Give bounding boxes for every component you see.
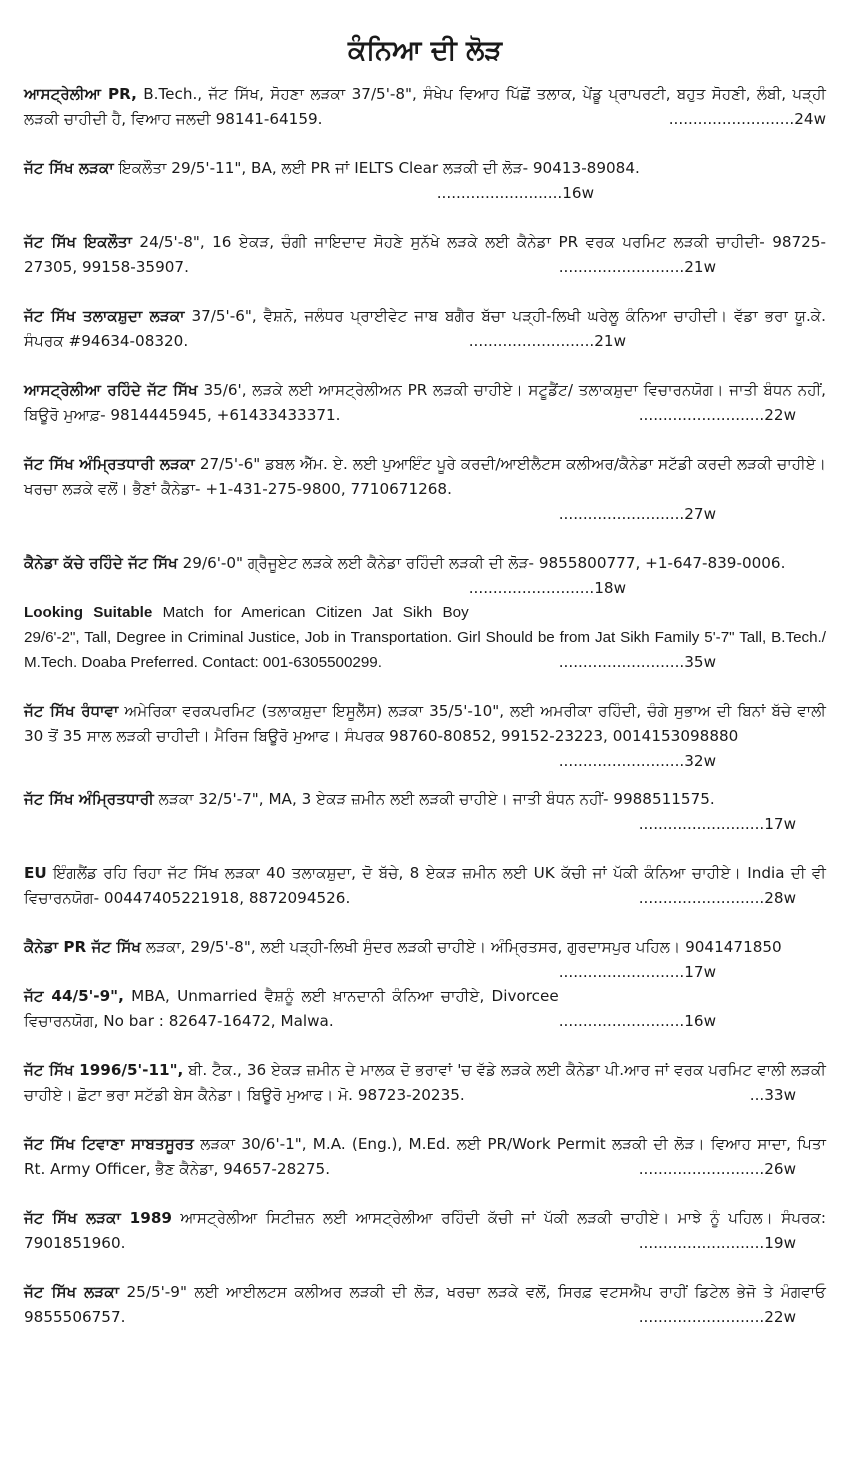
ad-code: ..........................28w	[638, 889, 796, 907]
ad-text: ਆਸਟ੍ਰੇਲੀਆ ਸਿਟੀਜ਼ਨ ਲਈ ਆਸਟ੍ਰੇਲੀਆ ਰਹਿੰਦੀ ਕੱਚੀ ਜਾਂ ਪੱਕੀ ਲੜਕੀ ਚਾਹੀਏ। ਮਾਝੇ ਨੂੰ ਪਹਿਲ। ਸੰਪਰਕ: 7901851960.	[24, 1209, 827, 1252]
ad-item	[24, 699, 826, 770]
ad-lead: ਕੈਨੇਡਾ PR ਜੱਟ ਸਿੱਖ	[24, 938, 142, 956]
ad-code: ...33w	[749, 1086, 796, 1104]
ad-item	[24, 787, 826, 837]
ad-item	[24, 82, 826, 132]
ad-text: ਲੜਕਾ 30/6'-1", M.A. (Eng.), M.Ed. ਲਈ PR/Work Permit ਲੜਕੀ ਦੀ ਲੋੜ। ਵਿਆਹ ਸਾਦਾ, ਪਿਤਾ Rt. Army Officer, ਭੈਣ ਕੈਨੇਡਾ, 94657-28275.	[24, 1135, 826, 1178]
ad-item	[24, 230, 826, 280]
ad-item	[24, 156, 826, 206]
ad-code: ..........................17w	[638, 815, 796, 833]
ad-text: 24/5'-8", 16 ਏਕੜ, ਚੰਗੀ ਜਾਇਦਾਦ ਸੋਹਣੇ ਸੁਨੱਖੇ ਲੜਕੇ ਲਈ ਕੈਨੇਡਾ PR ਵਰਕ ਪਰਮਿਟ ਲੜਕੀ ਚਾਹੀਦੀ- 98725-27305, 99158-35907.	[24, 233, 826, 276]
ad-item	[24, 984, 826, 1034]
ad-lead: ਜੱਟ ਸਿੱਖ ਅੰਮ੍ਰਿਤਧਾਰੀ	[24, 790, 154, 808]
ad-code: ..........................21w	[468, 332, 626, 350]
ad-lead: ਜੱਟ ਸਿੱਖ ਤਲਾਕਸ਼ੁਦਾ ਲੜਕਾ	[24, 307, 185, 325]
page-title: ਕੰਨਿਆ ਦੀ ਲੋੜ	[347, 35, 503, 66]
ad-text: MBA, Unmarried ਵੈਸ਼ਨੂੰ ਲਈ ਖ਼ਾਨਦਾਨੀ ਕੰਨਿਆ ਚਾਹੀਏ, Divorcee ਵਿਚਾਰਨਯੋਗ, No bar : 82647-16472, Malwa.	[24, 987, 559, 1030]
ad-text: 25/5'-9" ਲਈ ਆਈਲਟਸ ਕਲੀਅਰ ਲੜਕੀ ਦੀ ਲੋੜ, ਖਰਚਾ ਲੜਕੇ ਵਲੋਂ, ਸਿਰਫ਼ ਵਟਸਐਪ ਰਾਹੀਂ ਡਿਟੇਲ ਭੇਜੋ ਤੇ ਮੰਗਵਾਓ 9855506757.	[24, 1283, 827, 1326]
ad-list	[24, 82, 826, 1330]
ad-item	[24, 1058, 826, 1108]
ad-item	[24, 378, 826, 428]
ad-text: ਇੰਗਲੈਂਡ ਰਹਿ ਰਿਹਾ ਜੱਟ ਸਿੱਖ ਲੜਕਾ 40 ਤਲਾਕਸ਼ੁਦਾ, ਦੋ ਬੱਚੇ, 8 ਏਕੜ ਜ਼ਮੀਨ ਲਈ UK ਕੱਚੀ ਜਾਂ ਪੱਕੀ ਕੰਨਿਆ ਚਾਹੀਏ। India ਦੀ ਵੀ ਵਿਚਾਰਨਯੋਗ- 00447405221918, 8872094526.	[24, 864, 826, 907]
ad-code: ..........................26w	[638, 1160, 796, 1178]
ad-code: ..........................32w	[558, 752, 716, 770]
ad-code: ..........................16w	[558, 1012, 716, 1030]
ad-text: ਬੀ. ਟੈਕ., 36 ਏਕੜ ਜ਼ਮੀਨ ਦੇ ਮਾਲਕ ਦੋ ਭਰਾਵਾਂ 'ਚ ਵੱਡੇ ਲੜਕੇ ਲਈ ਕੈਨੇਡਾ ਪੀ.ਆਰ ਜਾਂ ਵਰਕ ਪਰਮਿਟ ਵਾਲੀ ਲੜਕੀ ਚਾਹੀਏ। ਛੋਟਾ ਭਰਾ ਸਟੱਡੀ ਬੇਸ ਕੈਨੇਡਾ। ਬਿਊਰੋ ਮੁਆਫ। ਮੋ. 98723-20235.	[24, 1061, 826, 1104]
ad-lead: ਜੱਟ ਸਿੱਖ 1996/5'-11",	[24, 1061, 184, 1079]
ad-code: ..........................21w	[558, 258, 716, 276]
ad-code: ..........................24w	[668, 110, 826, 128]
ad-code: ..........................22w	[638, 1308, 796, 1326]
ad-lead: ਜੱਟ ਸਿੱਖ ਇਕਲੌਤਾ	[24, 233, 132, 251]
ad-code: ..........................16w	[436, 184, 594, 202]
ad-code: ..........................22w	[638, 406, 796, 424]
ad-lead: ਜੱਟ ਸਿੱਖ ਲੜਕਾ	[24, 159, 114, 177]
ad-lead: ਕੈਨੇਡਾ ਕੱਚੇ ਰਹਿੰਦੇ ਜੱਟ ਸਿੱਖ	[24, 554, 178, 572]
ad-item	[24, 304, 826, 354]
ad-text: ਲੜਕਾ, 29/5'-8", ਲਈ ਪੜ੍ਹੀ-ਲਿਖੀ ਸੁੰਦਰ ਲੜਕੀ ਚਾਹੀਏ। ਅੰਮ੍ਰਿਤਸਰ, ਗੁਰਦਾਸਪੁਰ ਪਹਿਲ। 9041471850	[141, 938, 782, 956]
ad-text: 29/6'-0" ਗ੍ਰੈਜੂਏਟ ਲੜਕੇ ਲਈ ਕੈਨੇਡਾ ਰਹਿੰਦੀ ਲੜਕੀ ਦੀ ਲੋੜ- 9855800777, +1-647-839-0006.	[177, 554, 786, 572]
ad-lead: ਜੱਟ ਸਿੱਖ ਲੜਕਾ 1989	[24, 1209, 172, 1227]
ad-text: 27/5'-6" ਡਬਲ ਐੱਮ. ਏ. ਲਈ ਪੁਆਇੰਟ ਪੂਰੇ ਕਰਦੀ/ਆਈਲੈਟਸ ਕਲੀਅਰ/ਕੈਨੇਡਾ ਸਟੱਡੀ ਕਰਦੀ ਲੜਕੀ ਚਾਹੀਏ। ਖਰਚਾ ਲੜਕੇ ਵਲੋਂ। ਭੈਣਾਂ ਕੈਨੇਡਾ- +1-431-275-9800, 7710671268.	[24, 455, 826, 498]
ad-lead: ਆਸਟ੍ਰੇਲੀਆ PR,	[24, 85, 137, 103]
ad-code: ..........................18w	[468, 579, 626, 597]
ad-lead: ਜੱਟ ਸਿੱਖ ਲੜਕਾ	[24, 1283, 120, 1301]
ad-lead: ਜੱਟ 44/5'-9",	[24, 987, 124, 1005]
ad-item	[24, 1280, 826, 1330]
ad-lead: ਜੱਟ ਸਿੱਖ ਰੰਧਾਵਾ	[24, 702, 119, 720]
ad-text: Match for American Citizen Jat Sikh Boy 29/6'-2", Tall, Degree in Criminal Justice, Job in Transportation. Girl Should be from Jat Sikh Family 5'-7" Tall, B.Tech./ M.Tech. Doaba Preferred. Contact: 001-6305500299.	[24, 604, 826, 671]
ad-text: 37/5'-6", ਵੈਸ਼ਨੋ, ਜਲੰਧਰ ਪ੍ਰਾਈਵੇਟ ਜਾਬ ਬਗੈਰ ਬੱਚਾ ਪੜ੍ਹੀ-ਲਿਖੀ ਘਰੇਲੂ ਕੰਨਿਆ ਚਾਹੀਦੀ। ਵੱਡਾ ਭਰਾ ਯੂ.ਕੇ. ਸੰਪਰਕ #94634-08320.	[24, 307, 826, 350]
ad-item	[24, 551, 826, 597]
ad-item	[24, 861, 826, 911]
ad-code: ..........................35w	[558, 653, 716, 671]
ad-item	[24, 452, 826, 527]
ad-text: B.Tech., ਜੱਟ ਸਿੱਖ, ਸੋਹਣਾ ਲੜਕਾ 37/5'-8", ਸੰਖੇਪ ਵਿਆਹ ਪਿੱਛੋਂ ਤਲਾਕ, ਪੇਂਡੂ ਪ੍ਰਾਪਰਟੀ, ਬਹੁਤ ਸੋਹਣੀ, ਲੰਬੀ, ਪੜ੍ਹੀ ਲੜਕੀ ਚਾਹੀਦੀ ਹੈ, ਵਿਆਹ ਜਲਦੀ 98141-64159.	[24, 85, 826, 128]
ad-lead: ਜੱਟ ਸਿੱਖ ਅੰਮ੍ਰਿਤਧਾਰੀ ਲੜਕਾ	[24, 455, 195, 473]
ad-code: ..........................17w	[558, 963, 716, 981]
ad-code: ..........................19w	[638, 1234, 796, 1252]
ad-lead: EU	[24, 864, 47, 882]
ad-item	[24, 935, 826, 981]
ad-lead: ਆਸਟ੍ਰੇਲੀਆ ਰਹਿੰਦੇ ਜੱਟ ਸਿੱਖ	[24, 381, 198, 399]
ad-code: ..........................27w	[558, 505, 716, 523]
ad-text: ਲੜਕਾ 32/5'-7", MA, 3 ਏਕੜ ਜ਼ਮੀਨ ਲਈ ਲੜਕੀ ਚਾਹੀਏ। ਜਾਤੀ ਬੰਧਨ ਨਹੀਂ- 9988511575.	[153, 790, 715, 808]
ad-text: ਇਕਲੌਤਾ 29/5'-11", BA, ਲਈ PR ਜਾਂ IELTS Clear ਲੜਕੀ ਦੀ ਲੋੜ- 90413-89084.	[113, 159, 640, 177]
ad-lead: Looking Suitable	[24, 604, 153, 621]
ad-item	[24, 600, 826, 675]
ad-item	[24, 1206, 826, 1256]
ad-item	[24, 1132, 826, 1182]
ad-text: 35/6', ਲੜਕੇ ਲਈ ਆਸਟ੍ਰੇਲੀਅਨ PR ਲੜਕੀ ਚਾਹੀਏ। ਸਟੂਡੈਂਟ/ ਤਲਾਕਸ਼ੁਦਾ ਵਿਚਾਰਨਯੋਗ। ਜਾਤੀ ਬੰਧਨ ਨਹੀਂ, ਬਿਊਰੋ ਮੁਆਫ਼- 9814445945, +61433433371.	[24, 381, 826, 424]
ad-text: ਅਮੇਰਿਕਾ ਵਰਕਪਰਮਿਟ (ਤਲਾਕਸ਼ੁਦਾ ਇਸੂਲੈੱਸ) ਲੜਕਾ 35/5'-10", ਲਈ ਅਮਰੀਕਾ ਰਹਿੰਦੀ, ਚੰਗੇ ਸੁਭਾਅ ਦੀ ਬਿਨਾਂ ਬੱਚੇ ਵਾਲੀ 30 ਤੋਂ 35 ਸਾਲ ਲੜਕੀ ਚਾਹੀਦੀ। ਮੈਰਿਜ ਬਿਊਰੋ ਮੁਆਫ। ਸੰਪਰਕ 98760-80852, 99152-23223, 0014153098880	[24, 702, 826, 745]
ad-lead: ਜੱਟ ਸਿੱਖ ਟਿਵਾਣਾ ਸਾਬਤਸੂਰਤ	[24, 1135, 194, 1153]
